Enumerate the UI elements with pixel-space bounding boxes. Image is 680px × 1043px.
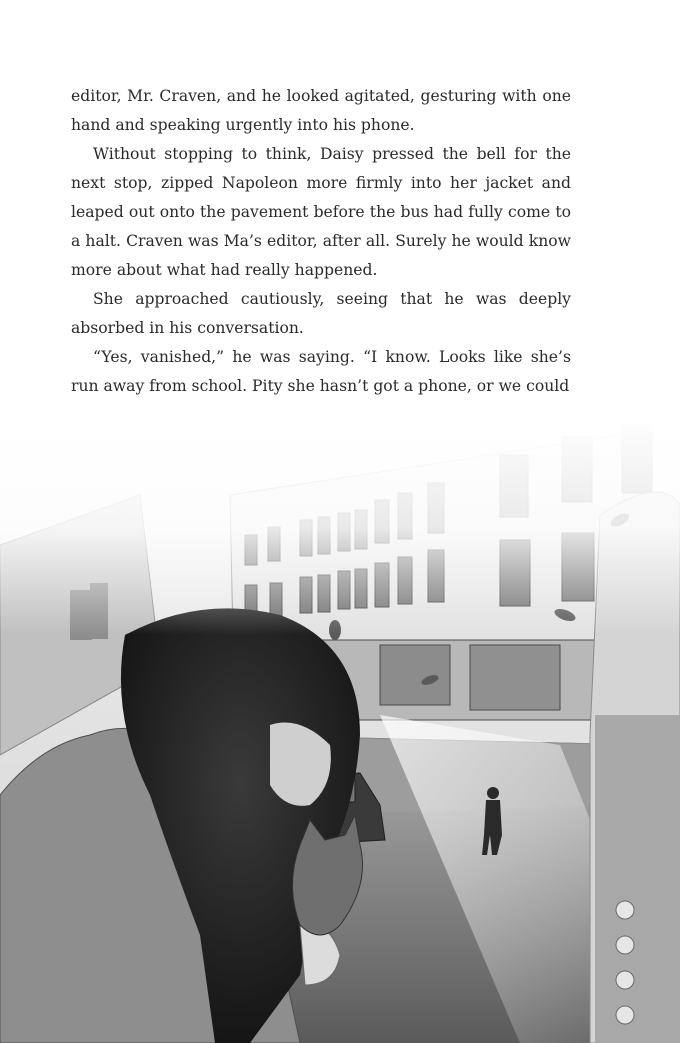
illustration bbox=[0, 415, 680, 1043]
paragraph-2: Without stopping to think, Daisy pressed the bell for the next stop, zipped Napoleon more firmly into her jacket and leaped out onto the pavement before the bus had fully come to a halt. Craven was Ma’s editor, after all. Surely he would know more about what had really happened. bbox=[71, 145, 571, 279]
body-text bbox=[71, 82, 571, 401]
paragraph-4: “Yes, vanished,” he was saying. “I know. Looks like she’s run away from school. Pity she hasn’t got a phone, or we could bbox=[71, 348, 571, 395]
paragraph-3: She approached cautiously, seeing that he was deeply absorbed in his conversation. bbox=[71, 290, 571, 337]
paragraph-1: editor, Mr. Craven, and he looked agitated, gesturing with one hand and speaking urgently into his phone. bbox=[71, 87, 571, 134]
top-fade bbox=[0, 415, 680, 1043]
